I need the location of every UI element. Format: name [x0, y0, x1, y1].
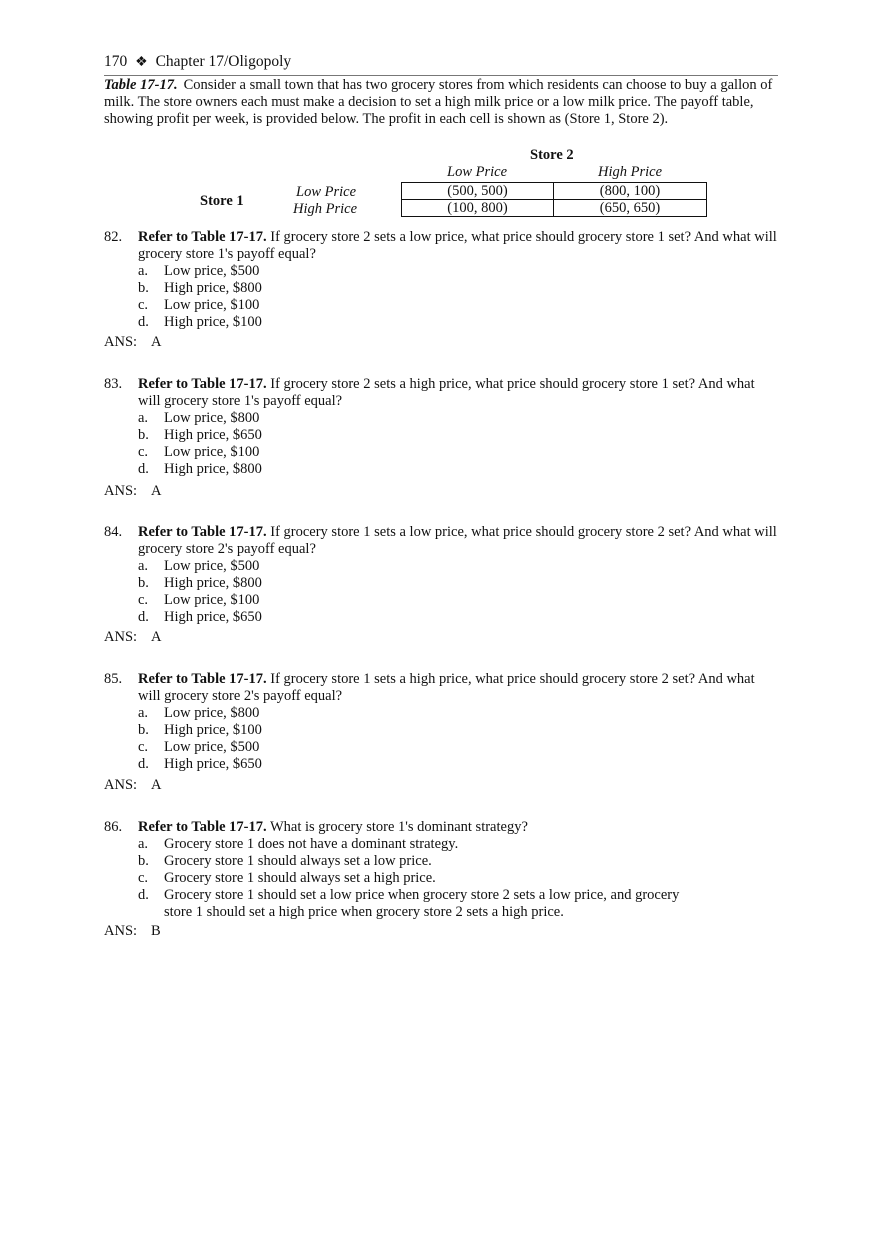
option	[138, 427, 778, 444]
question-stem	[138, 671, 778, 705]
option-letter: b.	[138, 575, 149, 591]
option-text: High price, $100	[164, 314, 262, 330]
answer-82	[104, 334, 162, 351]
question-85	[104, 671, 778, 773]
option	[138, 836, 698, 853]
option-letter: b.	[138, 853, 149, 869]
option-text: Grocery store 1 should always set a high price.	[164, 870, 436, 886]
table-reference: Refer to Table 17-17.	[138, 376, 267, 392]
option-letter: c.	[138, 870, 149, 886]
option-letter: a.	[138, 705, 149, 721]
payoff-cell: (800, 100)	[554, 183, 706, 200]
table-intro	[104, 77, 778, 128]
option-text: Grocery store 1 should always set a low price.	[164, 853, 432, 869]
option-text: High price, $100	[164, 722, 262, 738]
option-letter: c.	[138, 592, 149, 608]
answer-label: ANS:	[104, 334, 138, 350]
option-text: Low price, $800	[164, 705, 260, 721]
option	[138, 558, 778, 575]
question-84	[104, 524, 778, 626]
row-header-low: Low Price	[296, 184, 357, 200]
question-text: If grocery store 1 sets a low price, what price should grocery store 2 set? And what will grocery store 2's payoff equal?	[138, 524, 777, 557]
payoff-cell: (100, 800)	[402, 200, 554, 217]
option	[138, 887, 698, 921]
answer-value: A	[151, 629, 162, 645]
option-letter: a.	[138, 558, 149, 574]
answer-options	[138, 705, 778, 773]
row-header-high: High Price	[293, 201, 358, 217]
question-stem	[138, 229, 778, 263]
option	[138, 705, 778, 722]
col-header-high: High Price	[598, 164, 663, 180]
option-text: High price, $800	[164, 280, 262, 296]
option	[138, 280, 778, 297]
answer-label: ANS:	[104, 629, 138, 645]
answer-options	[138, 263, 778, 331]
option-letter: c.	[138, 739, 149, 755]
table-reference: Refer to Table 17-17.	[138, 819, 267, 835]
page-header	[104, 52, 778, 76]
option-text: Low price, $800	[164, 410, 260, 426]
page-number: 170	[104, 53, 128, 70]
option	[138, 410, 778, 427]
table-label: Table 17-17.	[104, 77, 178, 93]
option-text: Low price, $500	[164, 263, 260, 279]
option-letter: a.	[138, 836, 149, 852]
payoff-cell: (650, 650)	[599, 200, 661, 216]
option-text: Grocery store 1 does not have a dominant strategy.	[164, 836, 459, 852]
question-number: 84.	[104, 524, 123, 540]
option-letter: d.	[138, 461, 149, 477]
question-number: 82.	[104, 229, 123, 245]
question-stem	[138, 376, 778, 410]
question-number: 86.	[104, 819, 123, 835]
option-text: High price, $800	[164, 461, 262, 477]
payoff-cell: (500, 500)	[402, 183, 554, 200]
option-letter: b.	[138, 427, 149, 443]
answer-label: ANS:	[104, 777, 138, 793]
question-text: What is grocery store 1's dominant strategy?	[266, 819, 528, 835]
option-text: High price, $650	[164, 756, 262, 772]
answer-label: ANS:	[104, 923, 138, 939]
option	[138, 444, 778, 461]
answer-83	[104, 483, 162, 500]
table-reference: Refer to Table 17-17.	[138, 524, 267, 540]
question-number: 83.	[104, 376, 123, 392]
option-text: High price, $650	[164, 427, 262, 443]
answer-value: B	[151, 923, 161, 939]
option-letter: a.	[138, 410, 149, 426]
col-header-low: Low Price	[447, 164, 508, 180]
question-text: If grocery store 2 sets a low price, what price should grocery store 1 set? And what will grocery store 1's payoff equal?	[138, 229, 777, 262]
option-text: Low price, $500	[164, 558, 260, 574]
answer-value: A	[151, 483, 162, 499]
option-text: High price, $650	[164, 609, 262, 625]
option	[138, 592, 778, 609]
option	[138, 263, 778, 280]
option	[138, 297, 778, 314]
option-letter: d.	[138, 314, 149, 330]
question-82	[104, 229, 778, 331]
answer-84	[104, 629, 162, 646]
option-letter: c.	[138, 444, 149, 460]
answer-86	[104, 923, 161, 940]
option	[138, 756, 778, 773]
answer-options	[138, 836, 698, 921]
option	[138, 609, 778, 626]
question-83	[104, 376, 778, 478]
option	[138, 739, 778, 756]
option-letter: d.	[138, 887, 149, 903]
option-letter: d.	[138, 609, 149, 625]
option	[138, 722, 778, 739]
option-letter: b.	[138, 280, 149, 296]
option-letter: a.	[138, 263, 149, 279]
question-86	[104, 819, 778, 921]
option-text: High price, $800	[164, 575, 262, 591]
answer-value: A	[151, 334, 162, 350]
answer-85	[104, 777, 162, 794]
option-letter: d.	[138, 756, 149, 772]
chapter-title: Chapter 17/Oligopoly	[155, 53, 292, 70]
option-text: Low price, $100	[164, 297, 260, 313]
answer-options	[138, 558, 778, 626]
answer-label: ANS:	[104, 483, 138, 499]
option-text: Low price, $100	[164, 592, 260, 608]
payoff-grid	[401, 182, 707, 217]
row-player-label: Store 1	[200, 193, 244, 209]
table-reference: Refer to Table 17-17.	[138, 671, 267, 687]
option-text: Grocery store 1 should set a low price when grocery store 2 sets a low price, and grocery store 1 should set a high price when grocery store 2 sets a high price.	[164, 887, 680, 920]
table-intro-text: Consider a small town that has two grocery stores from which residents can choose to buy a gallon of milk. The store owners each must make a decision to set a high milk price or a low milk price. The payoff table, showing profit per week, is provided below. The profit in each cell is shown as (Store 1, Store 2).	[104, 77, 773, 127]
option	[138, 461, 778, 478]
answer-options	[138, 410, 778, 478]
option	[138, 575, 778, 592]
option	[138, 853, 698, 870]
option-letter: b.	[138, 722, 149, 738]
question-stem	[138, 524, 778, 558]
option	[138, 870, 698, 887]
question-stem	[138, 819, 778, 836]
option-text: Low price, $500	[164, 739, 260, 755]
question-text: If grocery store 2 sets a high price, what price should grocery store 1 set? And what will grocery store 1's payoff equal?	[138, 376, 755, 409]
question-text: If grocery store 1 sets a high price, what price should grocery store 2 set? And what will grocery store 2's payoff equal?	[138, 671, 755, 704]
question-number: 85.	[104, 671, 123, 687]
option-letter: c.	[138, 297, 149, 313]
answer-value: A	[151, 777, 162, 793]
col-player-label: Store 2	[530, 147, 574, 163]
diamond-separator-icon: ❖	[135, 55, 148, 70]
option-text: Low price, $100	[164, 444, 260, 460]
table-reference: Refer to Table 17-17.	[138, 229, 267, 245]
option	[138, 314, 778, 331]
